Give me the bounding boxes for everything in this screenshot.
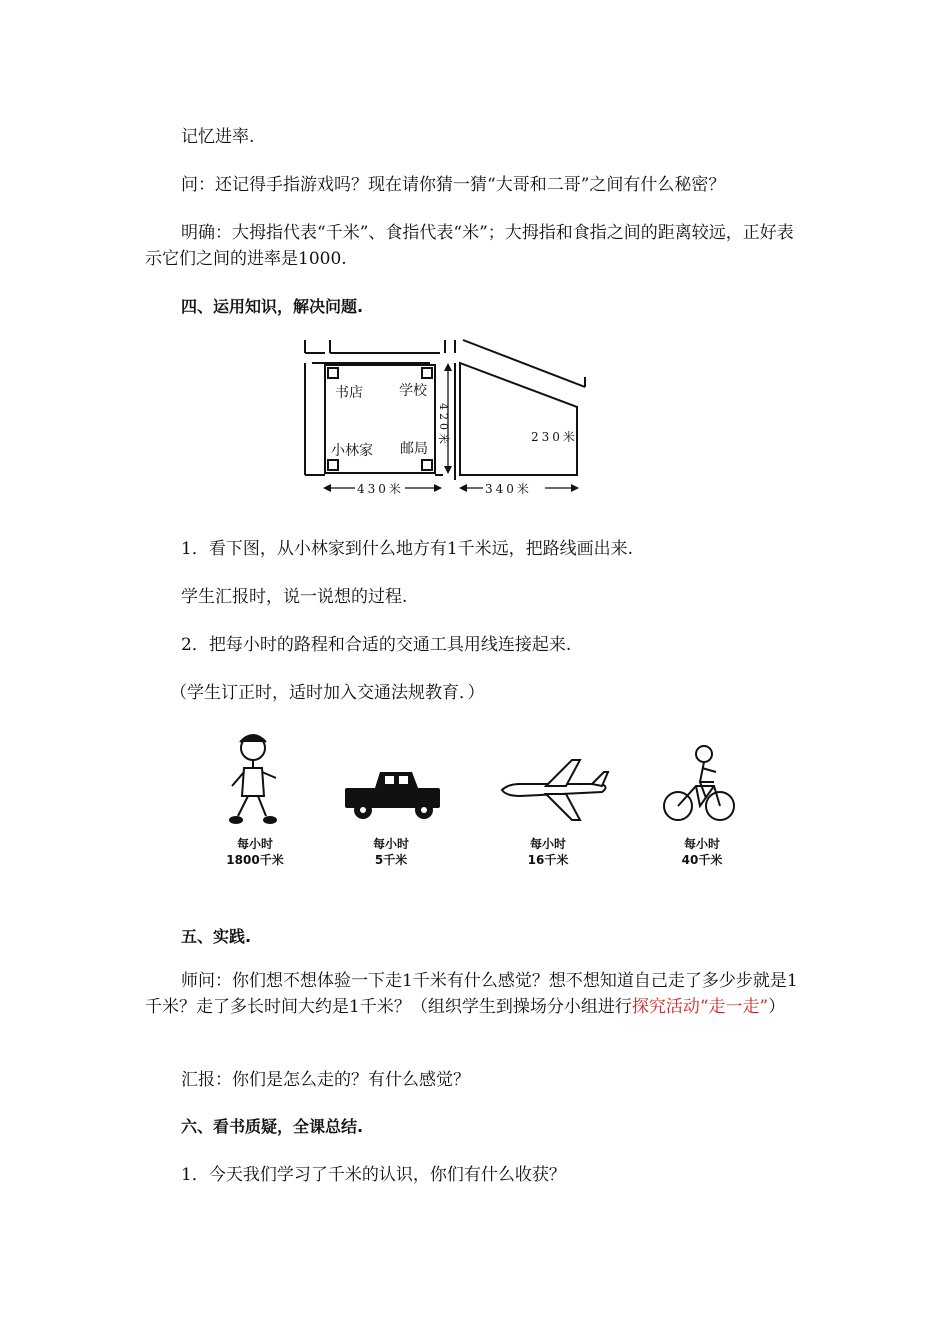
label-dist-right: 230米 [531,430,578,444]
paragraph-question: 问：还记得手指游戏吗？现在请你猜一猜“大哥和二哥”之间有什么秘密？ [181,175,726,195]
paragraph-answer: 明确：大拇指代表“千米”、食指代表“米”；大拇指和食指之间的距离较远，正好表示它们之间的进率是1000. [145,223,794,269]
label-dist-bottom-right: 340米 [485,482,532,496]
caption-girl-2: 1800千米 [226,853,284,867]
section-heading-5: 五、实践. [181,927,252,946]
caption-girl-1: 每小时 [236,837,274,851]
section-heading-4: 四、运用知识，解决问题. [181,297,364,316]
paragraph-intro: 记忆进率. [181,127,255,147]
caption-plane-2: 16千米 [527,853,569,867]
bicycle-icon [664,746,734,820]
report-paragraph: 汇报：你们是怎么走的？有什么感觉？ [181,1070,470,1090]
label-school: 学校 [399,383,427,399]
label-dist-vertical: 420米 [437,403,450,447]
practice-activity-link[interactable]: 探究活动“走一走” [631,997,769,1017]
practice-paragraph [145,968,810,1020]
label-bookstore: 书店 [335,385,363,401]
label-dist-bottom-left: 430米 [357,482,404,496]
transport-illustration [200,720,760,870]
label-home: 小林家 [331,443,373,459]
caption-truck-1: 每小时 [372,837,410,851]
caption-plane-1: 每小时 [529,837,567,851]
practice-tail: ） [768,997,786,1017]
airplane-icon [502,760,608,820]
section-heading-6: 六、看书质疑，全课总结. [181,1117,364,1136]
truck-icon [345,772,440,819]
caption-bicycle-2: 40千米 [681,853,723,867]
caption-truck-2: 5千米 [374,853,408,867]
question-2: 2．把每小时的路程和合适的交通工具用线连接起来. [181,635,572,655]
map-diagram [295,335,595,505]
summary-question-1: 1．今天我们学习了千米的认识，你们有什么收获？ [181,1165,566,1185]
label-post-office: 邮局 [400,441,428,457]
question-2-note: （学生订正时，适时加入交通法规教育．） [170,683,485,703]
road-line [463,340,585,387]
right-block [460,363,577,475]
practice-text: 师问：你们想不想体验一下走1千米有什么感觉？想不想知道自己走了多少步就是1千米？走了多长时间大约是1千米？（组织学生到操场分小组进行 [145,971,798,1017]
question-1: 1．看下图，从小林家到什么地方有1千米远，把路线画出来. [181,539,634,559]
question-1-note: 学生汇报时，说一说想的过程. [181,587,408,607]
girl-walking-icon [230,735,276,823]
caption-bicycle-1: 每小时 [683,837,721,851]
